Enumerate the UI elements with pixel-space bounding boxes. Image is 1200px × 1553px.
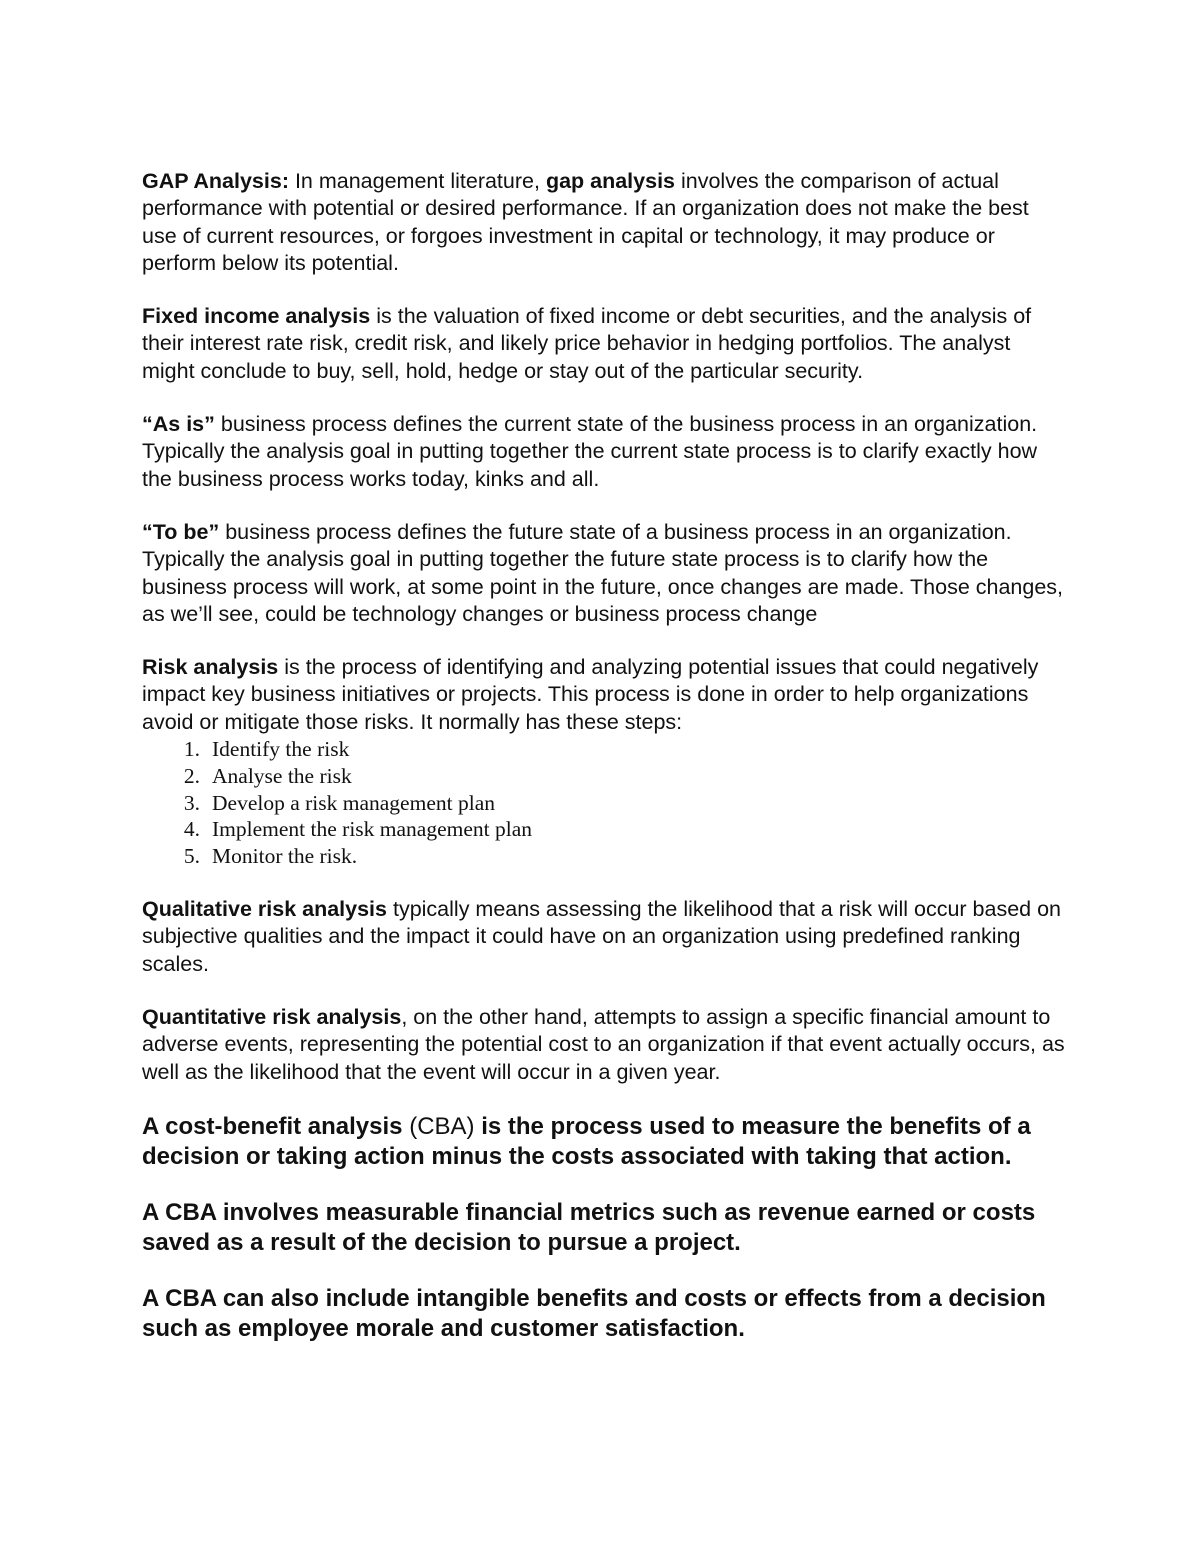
list-item: 2. Analyse the risk — [183, 763, 352, 788]
gap-analysis-bold-term: gap analysis — [545, 169, 676, 193]
gap-analysis-text-1: In management literature, — [288, 169, 546, 193]
list-item: 3. Develop a risk management plan — [183, 790, 495, 815]
to-be-text: business process defines the future state of a business process in an organization. Typically the analysis goal in putting together the future state process is to clarify how the business process will work, at some point in the future, once changes are made. Those changes, as we’ll see, could be technology changes or business process change — [142, 519, 1064, 626]
qualitative-risk-paragraph — [142, 896, 1067, 978]
as-is-text: business process defines the current state of the business process in an organization. Typically the analysis goal in putting together the current state process is to clarify exactly how the business process works today, kinks and all. — [142, 412, 1038, 491]
risk-steps-list — [142, 736, 1067, 870]
quantitative-risk-paragraph — [142, 1004, 1067, 1086]
list-item: 5. Monitor the risk. — [183, 844, 358, 869]
cba-definition-paragraph — [142, 1112, 1067, 1172]
gap-analysis-paragraph — [142, 168, 1067, 277]
to-be-paragraph — [142, 519, 1067, 628]
as-is-term: “As is” — [142, 412, 215, 437]
qualitative-risk-text: typically means assessing the likelihood that a risk will occur based on subjective qualities and the impact it could have on an organization using predefined ranking scales. — [142, 897, 1061, 976]
cba-intangibles-paragraph: A CBA can also include intangible benefits and costs or effects from a decision such as employee morale and customer satisfaction. — [142, 1284, 1046, 1342]
list-item: 1. Identify the risk — [183, 737, 350, 762]
cba-metrics-paragraph: A CBA involves measurable financial metrics such as revenue earned or costs saved as a result of the decision to pursue a project. — [142, 1198, 1036, 1256]
fixed-income-text: is the valuation of fixed income or debt securities, and the analysis of their interest rate risk, credit risk, and likely price behavior in hedging portfolios. The analyst might conclude to buy, sell, hold, hedge or stay out of the particular security. — [142, 304, 1032, 383]
cba-term: A cost-benefit analysis — [142, 1112, 403, 1140]
fixed-income-term: Fixed income analysis — [142, 304, 371, 329]
risk-analysis-paragraph — [142, 654, 1067, 736]
fixed-income-paragraph — [142, 303, 1067, 385]
as-is-paragraph — [142, 411, 1067, 493]
gap-analysis-text-2: involves the comparison of actual performance with potential or desired performance. If an organization does not make the best use of current resources, or forgoes investment in capital or technology, it may produce or perform below its potential. — [142, 169, 1029, 275]
quantitative-risk-term: Quantitative risk analysis — [142, 1004, 402, 1029]
quantitative-risk-text: , on the other hand, attempts to assign a specific financial amount to adverse events, representing the potential cost to an organization if that event actually occurs, as well as the likelihood that the event will occur in a given year. — [142, 1004, 1065, 1084]
to-be-term: “To be” — [142, 519, 220, 544]
list-item: 4. Implement the risk management plan — [183, 817, 533, 842]
gap-analysis-term: GAP Analysis: — [142, 169, 289, 193]
risk-analysis-term: Risk analysis — [142, 655, 279, 680]
qualitative-risk-term: Qualitative risk analysis — [142, 897, 387, 922]
document-page — [142, 168, 1067, 1344]
risk-analysis-text: is the process of identifying and analyzing potential issues that could negatively impact key business initiatives or projects. This process is done in order to help organizations avoid or mitigate those risks. It normally has these steps: — [142, 655, 1039, 734]
cba-abbreviation: (CBA) — [402, 1112, 475, 1140]
cba-definition-text: is the process used to measure the benefits of a decision or taking action minus the costs associated with taking that action. — [142, 1112, 1031, 1170]
